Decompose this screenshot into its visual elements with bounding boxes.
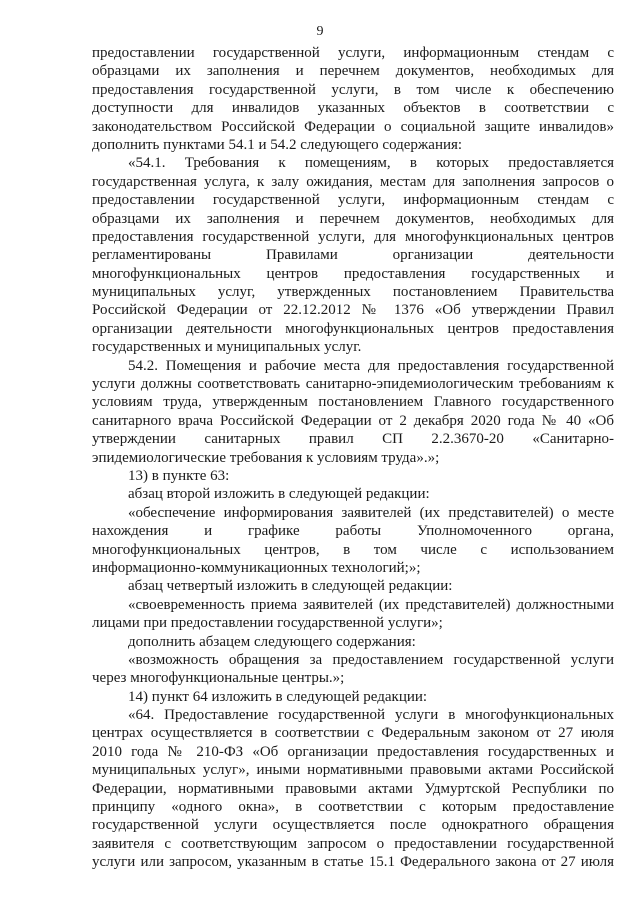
text-line: государственных и муниципальных услуг.: [92, 339, 362, 356]
text-line: «54.1. Требования к помещениям, в которых предоставляется: [128, 155, 614, 172]
text-line: муниципальных услуг, утвержденных постановлением Правительства: [92, 284, 614, 301]
text-line: утверждении санитарных правил СП 2.2.3670-20 «Санитарно-: [92, 431, 614, 448]
text-line: информационно-коммуникационных технологий;»;: [92, 559, 421, 576]
text-line: предоставления государственной услуги, для многофункциональных центров: [92, 228, 614, 245]
text-line: абзац второй изложить в следующей редакции:: [128, 486, 430, 503]
text-line: 13) в пункте 63:: [128, 467, 230, 484]
text-line: предоставлении государственной услуги, информационным стендам с: [92, 192, 614, 209]
text-line: дополнить абзацем следующего содержания:: [128, 633, 416, 650]
text-line: «возможность обращения за предоставлением государственной услуги: [128, 651, 614, 668]
document-body: [92, 44, 614, 872]
text-line: услуги или запросом, указанным в статье 15.1 Федерального закона от 27 июля: [92, 854, 614, 871]
text-line: принципу «одного окна», в соответствии с которым предоставление: [92, 799, 614, 816]
text-line: услуги должны соответствовать санитарно-эпидемиологическим требованиям к: [92, 376, 614, 393]
text-line: лицами при предоставлении государственной услуги»;: [92, 615, 443, 632]
text-line: регламентированы Правилами организации деятельности: [92, 247, 614, 264]
text-line: многофункциональных центров предоставления государственных и: [92, 265, 614, 282]
text-line: эпидемиологические требования к условиям труда».»;: [92, 449, 440, 466]
text-line: образцами их заполнения и перечнем документов, необходимых для: [92, 210, 614, 227]
text-line: «64. Предоставление государственной услуги в многофункциональных: [128, 707, 614, 724]
text-line: 2010 года № 210-ФЗ «Об организации предоставления государственных и: [92, 743, 614, 760]
text-line: «своевременность приема заявителей (их представителей) должностными: [128, 596, 614, 613]
text-line: условиям труда, утвержденным постановлением Главного государственного: [92, 394, 614, 411]
text-line: 54.2. Помещения и рабочие места для предоставления государственной: [128, 357, 614, 374]
text-line: Российской Федерации от 22.12.2012 № 1376 «Об утверждении Правил: [92, 302, 614, 319]
text-line: заявителя с соответствующим запросом о предоставлении государственной: [92, 835, 614, 852]
text-line: организации деятельности многофункциональных центров предоставления: [92, 320, 614, 337]
text-line: предоставления государственной услуги, в том числе к обеспечению: [92, 81, 614, 98]
text-line: нахождения и графике работы Уполномоченного органа,: [92, 523, 614, 540]
text-line: дополнить пунктами 54.1 и 54.2 следующего содержания:: [92, 136, 463, 153]
text-line: центрах осуществляется в соответствии с Федеральным законом от 27 июля: [92, 725, 614, 742]
text-line: образцами их заполнения и перечнем документов, необходимых для: [92, 63, 614, 80]
text-line: Федерации, нормативными правовыми актами Удмуртской Республики по: [92, 780, 614, 797]
page-number: 9: [316, 24, 324, 39]
text-line: многофункциональных центров, в том числе с использованием: [92, 541, 614, 558]
text-line: абзац четвертый изложить в следующей редакции:: [128, 578, 453, 595]
text-line: санитарного врача Российской Федерации от 2 декабря 2020 года № 40 «Об: [92, 412, 614, 429]
text-line: предоставлении государственной услуги, информационным стендам с: [92, 45, 614, 61]
text-line: 14) пункт 64 изложить в следующей редакции:: [128, 688, 428, 705]
text-line: государственная услуга, к залу ожидания, местам для заполнения запросов о: [92, 173, 614, 190]
text-line: «обеспечение информирования заявителей (их представителей) о месте: [128, 504, 614, 521]
text-line: через многофункциональные центры.»;: [92, 670, 345, 687]
text-line: законодательством Российской Федерации о социальной защите инвалидов»: [92, 118, 614, 135]
text-line: муниципальных услуг», иными нормативными правовыми актами Российской: [92, 762, 614, 779]
text-line: государственной услуги осуществляется после однократного обращения: [92, 817, 614, 834]
text-line: доступности для инвалидов указанных объектов в соответствии с: [92, 100, 614, 117]
